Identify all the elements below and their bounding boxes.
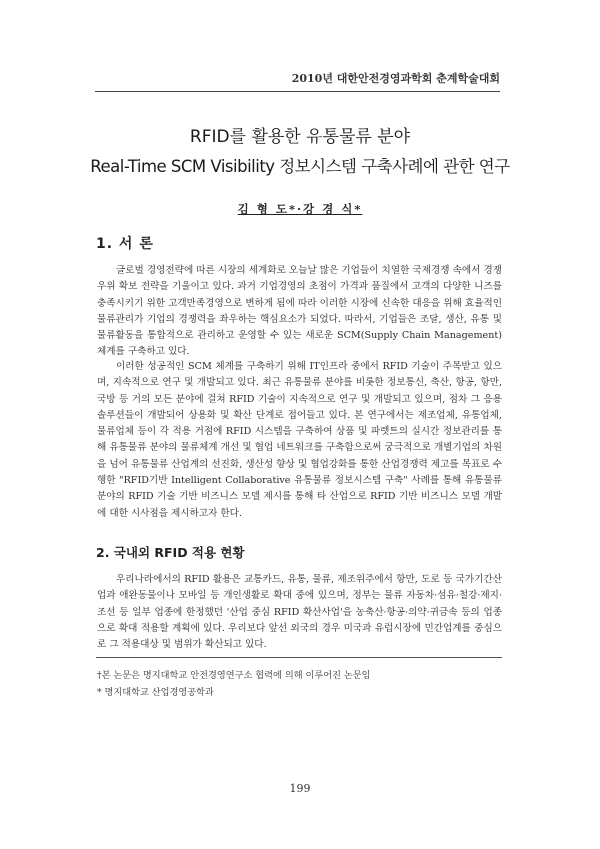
body-paragraph: 이러한 성공적인 SCM 체계를 구축하기 위해 IT인프라 중에서 RFID 기술이 주목받고 있으며, 지속적으로 연구 및 개발되고 있다. 최근 유통물류 분야를 비롯한 정보통신, 축산, 항공, 항만, 국방 등 거의 모든 분야에 걸쳐 RFID 기술이 지속적으로 연구 및 개발되고 있으며, 점차 그 응용 솔루션들이 개발되어 상용화 및 확산 단계로 접어들고 있다. 본 연구에서는 제조업체, 유통업체, 물류업체 등이 각 적용 거점에 RFID 시스템을 구축하여 상품 및 파렛트의 실시간 정보관리를 통해 유통물류 분야의 물류체계 개선 및 협업 네트워크를 구축함으로써 궁극적으로 개별기업의 차원을 넘어 유통물류 산업계의 선진화, 생산성 향상 및 협업강화를 통한 산업경쟁력 제고를 목표로 수행한 "RFID기반 Intelligent Collaborative 유통물류 정보시스템 구축" 사례를 통해 유통물류 분야의 RFID 기술 기반 비즈니스 모델 제시를 통해 타 산업으로 RFID 기반 비즈니스 모델 개발에 대한 시사점을 제시하고자 한다. (97, 361, 502, 519)
paper-title-line1: RFID를 활용한 유통물류 분야 (189, 127, 411, 147)
body-paragraph: 글로벌 경영전략에 따른 시장의 세계화로 오늘날 많은 기업들이 치열한 국제경쟁 속에서 경쟁우위 확보 전략을 기울이고 있다. 과거 기업경영의 초점이 가격과 품질에서 고객의 다양한 니즈를 충족시키기 위한 고객만족경영으로 변하게 됨에 따라 이러한 시장에 신속한 대응을 위해 효율적인 물류관리가 기업의 경쟁력을 좌우하는 핵심요소가 되었다. 따라서, 기업들은 조달, 생산, 유통 및 물류활동을 통합적으로 관리하고 운영할 수 있는 새로운 SCM(Supply Chain Management) 체계를 구축하고 있다. (97, 265, 502, 358)
footnote-divider (96, 657, 502, 658)
body-paragraph: 우리나라에서의 RFID 활용은 교통카드, 유통, 물류, 제조위주에서 항만, 도로 등 국가기간산업과 애완동물이나 모바일 등 개인생활로 확대 중에 있으며, 정부는 물류 자동차·섬유·철강·제지·조선 등 일부 업종에 한정했던 '산업 중심 RFID 확산사업'을 농축산·항공·의약·귀금속 등의 업종으로 확대 적용할 계획에 있다. 우리보다 앞선 외국의 경우 미국과 유럽시장에 민간업계를 중심으로 그 적용대상 및 범위가 확산되고 있다. (97, 574, 502, 651)
page-number: 199 (289, 782, 311, 795)
author-line (0, 201, 600, 217)
footnote-acknowledgement: †본 논문은 명지대학교 안전경영연구소 협력에 의해 이루어진 논문임 (97, 670, 371, 681)
section-heading-introduction: 1. 서 론 (96, 236, 154, 252)
section-heading-rfid-status: 2. 국내외 RFID 적용 현황 (96, 545, 245, 560)
running-head: 2010년 대한안전경영과학회 춘계학술대회 (291, 72, 500, 85)
authors: 김 형 도*·강 경 식* (237, 202, 363, 216)
paper-title-line2: Real-Time SCM Visibility 정보시스템 구축사례에 관한 연구 (90, 157, 510, 176)
footnote-affiliation: * 명지대학교 산업경영공학과 (97, 687, 214, 698)
header-divider (95, 91, 500, 92)
